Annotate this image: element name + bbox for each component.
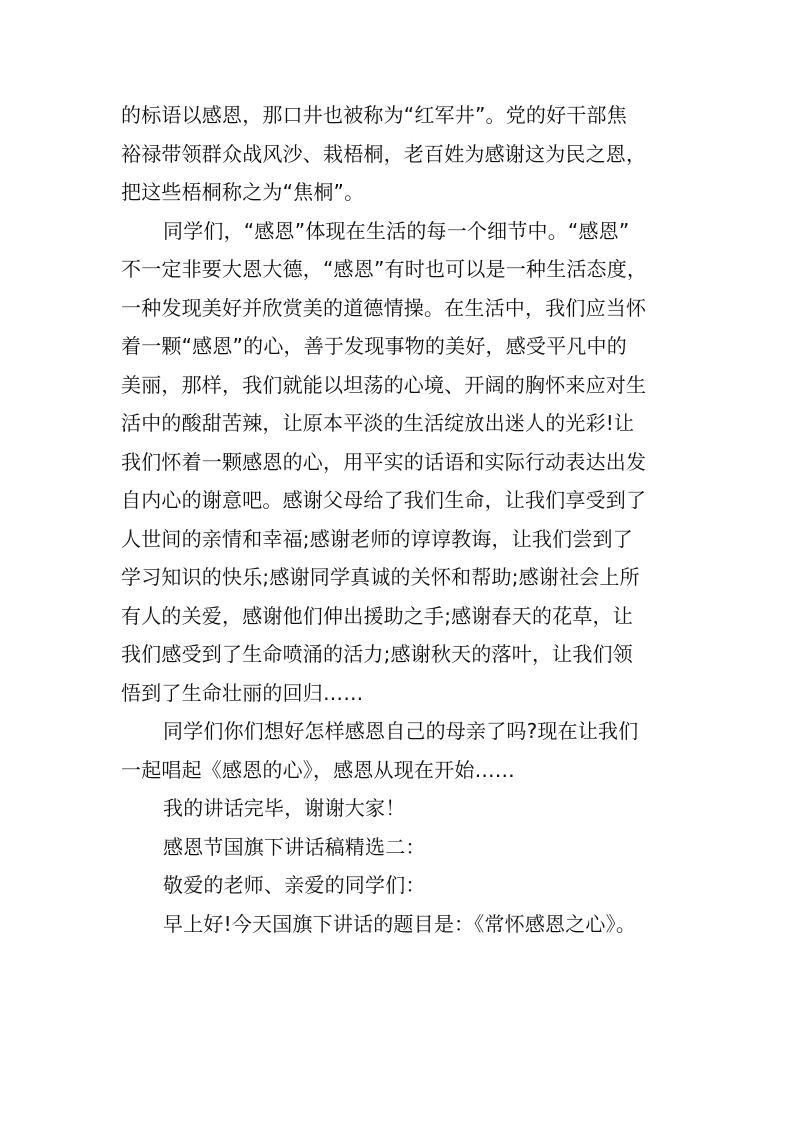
text-line: 有人的关爱，感谢他们伸出援助之手;感谢春天的花草，让 [121,603,633,628]
text-line: 活中的酸甜苦辣，让原本平淡的生活绽放出迷人的光彩!让 [121,411,635,435]
text-line: 同学们你们想好怎样感恩自己的母亲了吗?现在让我们 [163,719,639,743]
text-line: 裕禄带领群众战风沙、栽梧桐，老百姓为感谢这为民之恩， [121,141,647,166]
text-line: 一起唱起《感恩的心》，感恩从现在开始…… [121,757,515,782]
text-line: 早上好!今天国旗下讲话的题目是：《常怀感恩之心》。 [163,911,637,936]
text-line: 学习知识的快乐;感谢同学真诚的关怀和帮助;感谢社会上所 [121,565,640,589]
text-line: 的标语以感恩，那口井也被称为“红军井”。党的好干部焦 [121,103,627,127]
speech-text [121,96,676,943]
text-line: 美丽，那样，我们就能以坦荡的心境、开阔的胸怀来应对生 [121,372,647,397]
text-line: 我们感受到了生命喷涌的活力;感谢秋天的落叶，让我们领 [121,642,633,666]
text-line: 一种发现美好并欣赏美的道德情操。在生活中，我们应当怀 [121,295,647,320]
salutation: 敬爱的老师、亲爱的同学们： [163,873,426,897]
text-line: 同学们，“感恩”体现在生活的每一个细节中。“感恩” [163,218,630,243]
text-line: 自内心的谢意吧。感谢父母给了我们生命，让我们享受到了 [121,488,647,512]
text-line: 着一颗“感恩”的心，善于发现事物的美好，感受平凡中的 [121,334,627,358]
text-line: 把这些梧桐称之为“焦桐”。 [121,180,365,204]
text-line: 悟到了生命壮丽的回归…… [121,680,364,705]
text-line: 人世间的亲情和幸福;感谢老师的谆谆教诲，让我们尝到了 [121,526,633,551]
text-line: 我的讲话完毕，谢谢大家！ [163,796,406,820]
text-line: 我们怀着一颗感恩的心，用平实的话语和实际行动表达出发 [121,449,647,474]
section-heading: 感恩节国旗下讲话稿精选二： [163,834,426,859]
text-line: 不一定非要大恩大德，“感恩”有时也可以是一种生活态度， [121,257,648,281]
